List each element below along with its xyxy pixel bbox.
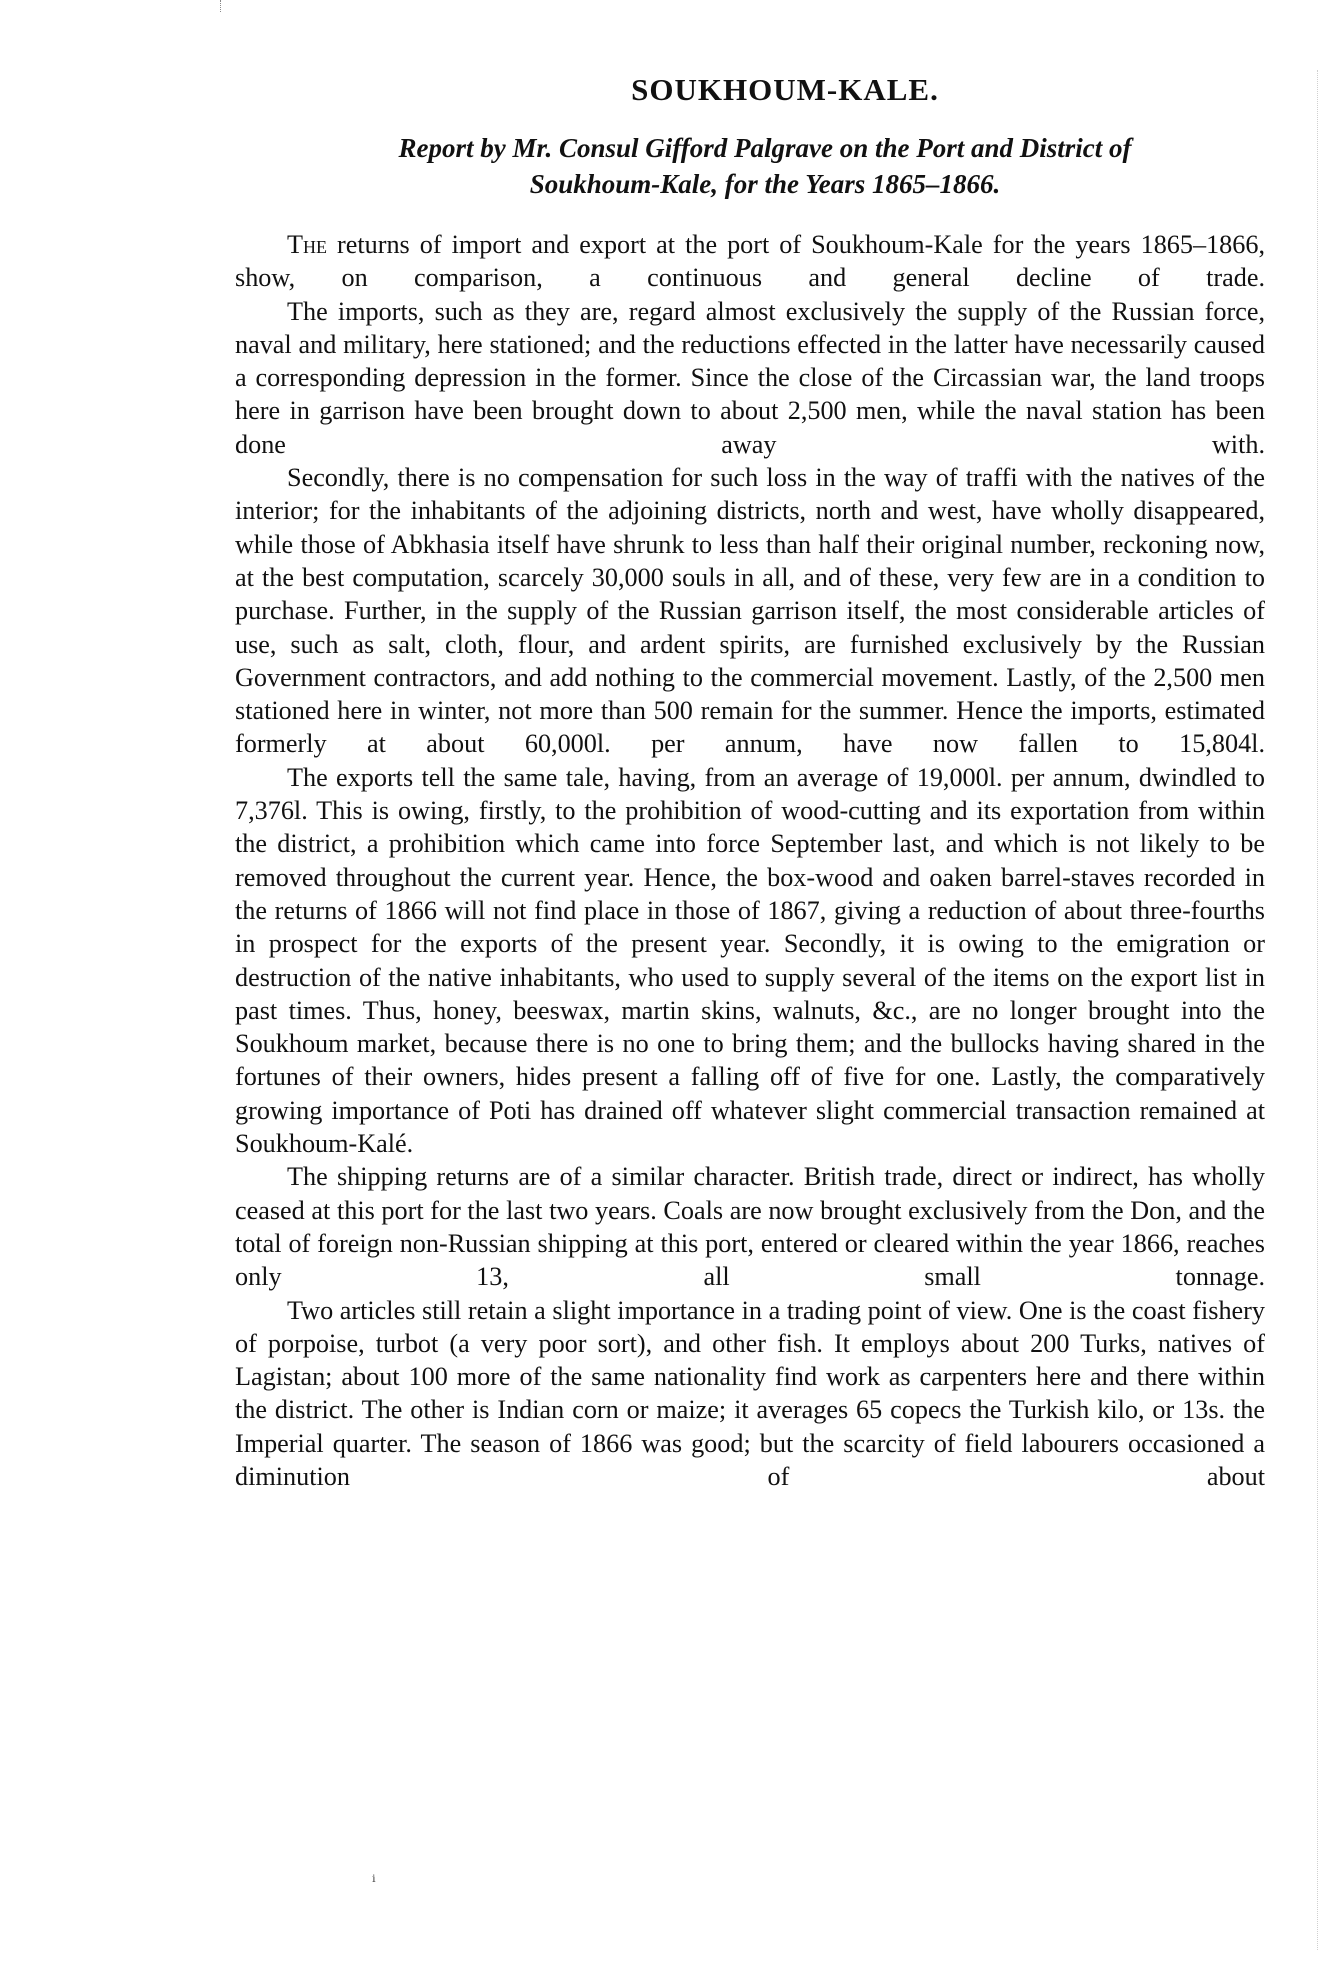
paragraph-text: The imports, such as they are, regard almost exclusively the supply of the Russian force, naval and military, here stationed; and the reductions effected in the latter have necessarily caused a corresponding depression in the former. Since the close of the Circassian war, the land troops here in garrison have been brought down to about 2,500 men, while the naval station has been done away with. [235, 296, 1265, 459]
paragraph-text: The exports tell the same tale, having, from an average of 19,000l. per annum, dwindled to 7,376l. This is owing, firstly, to the prohibition of wood-cutting and its exportation from within the district, a prohibition which came into force September last, and which is not likely to be removed throughout the current year. Hence, the box-wood and oaken barrel-staves recorded in the returns of 1866 will not find place in those of 1867, giving a reduction of about three-fourths in prospect for the exports of the present year. Secondly, it is owing to the emigration or destruction of the native inhabitants, who used to supply several of the items on the export list in past times. Thus, honey, beeswax, martin skins, walnuts, &c., are no longer brought into the Soukhoum market, because there is no one to bring them; and the bullocks having shared in the fortunes of their owners, hides present a falling off of five for one. Lastly, the comparatively growing importance of Poti has drained off whatever slight commercial transaction remained at Soukhoum-Kalé. [235, 762, 1265, 1159]
paragraph-imports [235, 295, 1265, 461]
paragraph-traffic [235, 461, 1265, 761]
page-edge-line [1317, 70, 1318, 1950]
paragraph-text: The shipping returns are of a similar character. British trade, direct or indirect, has wholly ceased at this port for the last two years. Coals are now brought exclusively from the Don, and the total of foreign non-Russian shipping at this port, entered or cleared within the year 1866, reaches only 13, all small tonnage. [235, 1162, 1265, 1292]
paragraph-trade-decline [235, 228, 1265, 295]
report-subtitle [235, 130, 1265, 202]
paragraph-text: Secondly, there is no compensation for such loss in the way of traffi with the natives of the interior; for the inhabitants of the adjoining districts, north and west, have wholly disappeared, while those of Abkhasia itself have shrunk to less than half their original number, reckoning now, at the best computation, scarcely 30,000 souls in all, and of these, very few are in a condition to purchase. Further, in the supply of the Russian garrison itself, the most considerable articles of use, such as salt, cloth, flour, and ardent spirits, are furnished exclusively by the Russian Government contractors, and add nothing to the commercial movement. Lastly, of the 2,500 men stationed here in winter, not more than 500 remain for the summer. Hence the imports, estimated formerly at about 60,000l. per annum, have now fallen to 15,804l. [235, 463, 1265, 759]
paragraph-lead-word: The [287, 230, 327, 259]
subtitle-line-2: Soukhoum-Kale, for the Years 1865–1866. [529, 169, 1001, 199]
paragraph-fishery-maize [235, 1294, 1265, 1494]
subtitle-line-1: Report by Mr. Consul Gifford Palgrave on the Port and District of [398, 133, 1132, 163]
report-content [235, 72, 1265, 1493]
scan-mark-bottom: ⁱ [372, 1872, 376, 1893]
paragraph-text: returns of import and export at the port of Soukhoum-Kale for the years 1865–1866, show, on comparison, a continuous and general decline of trade. [235, 230, 1265, 293]
report-body [235, 228, 1265, 1493]
paragraph-text: Two articles still retain a slight importance in a trading point of view. One is the coast fishery of porpoise, turbot (a very poor sort), and other fish. It employs about 200 Turks, natives of Lagistan; about 100 more of the same nationality find work as carpenters here and there within the district. The other is Indian corn or maize; it averages 65 copecs the Turkish kilo, or 13s. the Imperial quarter. The season of 1866 was good; but the scarcity of field labourers occasioned a diminution of about [235, 1295, 1265, 1491]
page-title: SOUKHOUM-KALE. [631, 72, 939, 107]
scan-mark-top [220, 0, 222, 12]
paragraph-shipping [235, 1160, 1265, 1293]
paragraph-exports [235, 761, 1265, 1161]
